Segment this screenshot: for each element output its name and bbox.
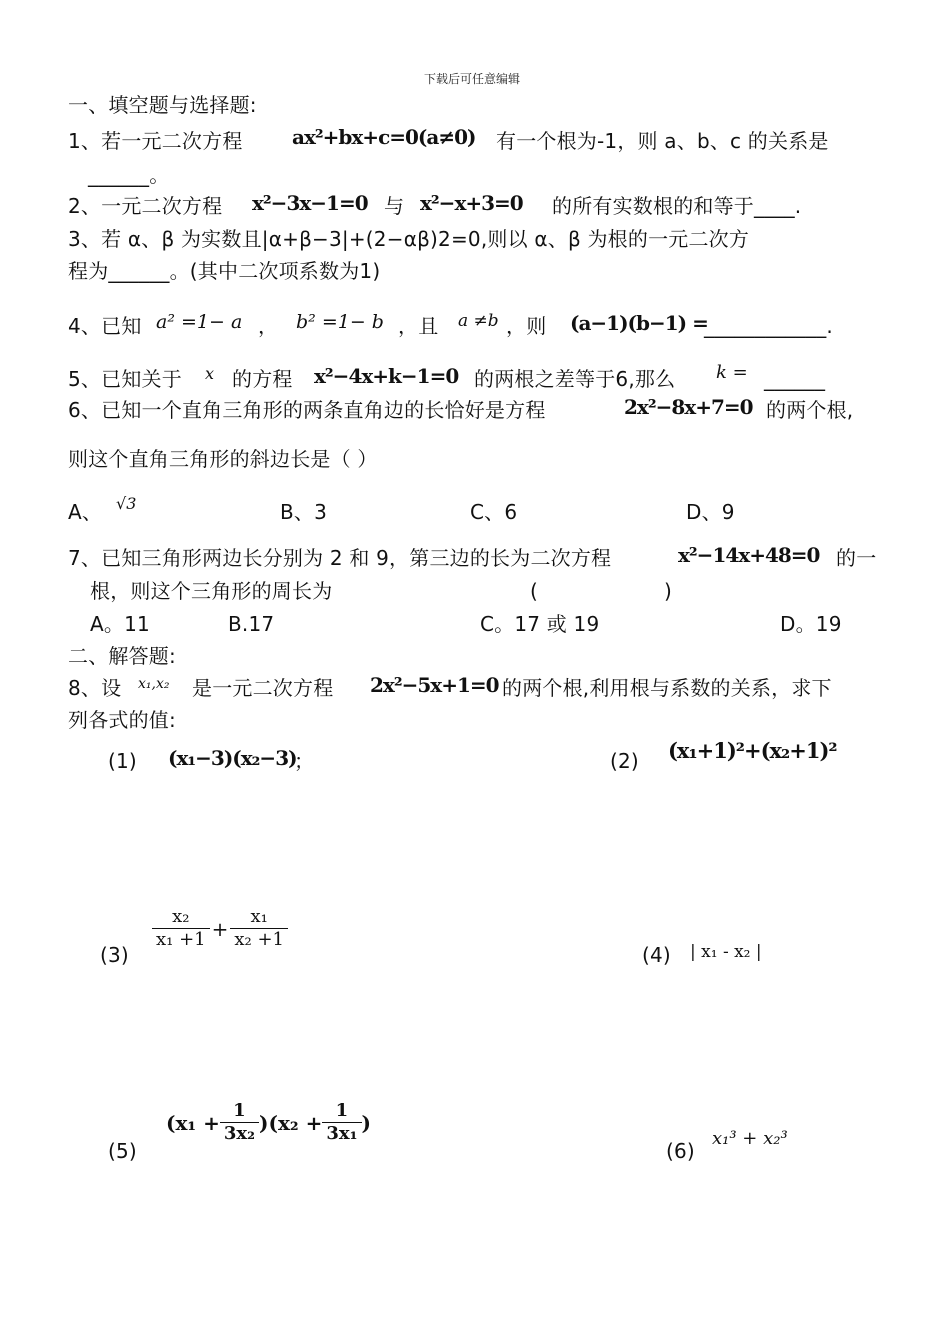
q7-option-b: B.17 — [228, 612, 275, 636]
q8-part-5-part-b: )(x₂ + — [259, 1110, 323, 1135]
q8-part-5-expression — [166, 1100, 371, 1145]
page-header-note: 下载后可任意编辑 — [424, 72, 521, 86]
q4-expression: (a−1)(b−1) = — [570, 311, 708, 335]
q8-part-3-fraction-1 — [152, 906, 210, 951]
q8-line-2: 列各式的值: — [68, 708, 176, 732]
q6-option-c: C、6 — [470, 500, 518, 524]
q2-mid: 与 — [384, 194, 405, 218]
q5-k-label: k = — [716, 362, 748, 383]
q8-part-4-label: (4) — [642, 943, 671, 967]
q8-part-6-expression: x₁³ + x₂³ — [712, 1128, 788, 1149]
q8-part-5-part-a: (x₁ + — [166, 1110, 220, 1135]
q1-equation: ax²+bx+c=0(a≠0) — [292, 125, 476, 149]
q6-prefix: 6、已知一个直角三角形的两条直角边的长恰好是方程 — [68, 398, 546, 422]
q8-part-5-denominator-1: 3x₂ — [223, 1123, 256, 1144]
q8-part-1-end: ； — [294, 749, 315, 773]
q8-mid: 是一元二次方程 — [192, 676, 334, 700]
q7-option-d: D。19 — [780, 612, 842, 636]
q8-part-3-fraction-2 — [230, 906, 288, 951]
q5-prefix: 5、已知关于 — [68, 367, 182, 391]
q8-prefix: 8、设 — [68, 676, 122, 700]
q5-answer-blank: ______ — [764, 367, 826, 391]
q4-equation-1: a² =1− a — [156, 311, 243, 333]
q8-part-3-expression — [152, 906, 288, 951]
q7-equation: x²−14x+48=0 — [678, 543, 820, 567]
q8-part-3-denominator-2: x₂ +1 — [234, 929, 285, 950]
q8-part-3-plus: + — [211, 916, 229, 941]
q8-part-2-expression: (x₁+1)²+(x₂+1)² — [668, 738, 837, 763]
q8-part-5-denominator-2: 3x₁ — [326, 1123, 358, 1144]
q4-condition: a ≠b — [458, 311, 499, 331]
q5-equation: x²−4x+k−1=0 — [314, 364, 459, 388]
q8-part-3-label: (3) — [100, 943, 129, 967]
q8-part-3-denominator-1: x₁ +1 — [156, 929, 206, 950]
q2-prefix: 2、一元二次方程 — [68, 194, 223, 218]
q7-option-a: A。11 — [90, 612, 150, 636]
q8-part-4-expression: | x₁ - x₂ | — [690, 942, 762, 962]
q8-part-3-numerator-1: x₂ — [172, 906, 190, 927]
q8-part-5-fraction-2 — [322, 1100, 361, 1145]
q8-part-5-label: (5) — [108, 1139, 137, 1163]
q3-line-2: 程为______。(其中二次项系数为1) — [68, 259, 381, 283]
q5-variable: x — [205, 364, 215, 383]
q6-equation: 2x²−8x+7=0 — [624, 395, 753, 419]
q6-option-a: A、 — [68, 500, 103, 524]
q4-comma-1: ， — [258, 314, 279, 338]
q7-paren-right: ) — [664, 579, 673, 603]
q1-suffix: 有一个根为-1，则 a、b、c 的关系是 — [496, 129, 829, 153]
q8-part-1-label: (1) — [108, 749, 137, 773]
q2-equation-2: x²−x+3=0 — [420, 191, 523, 215]
q4-mid: ，且 — [398, 314, 439, 338]
q4-comma-2: ，则 — [506, 314, 547, 338]
q4-prefix: 4、已知 — [68, 314, 142, 338]
q8-part-3-numerator-2: x₁ — [250, 906, 268, 927]
q8-part-5-fraction-1 — [220, 1100, 259, 1145]
section-title-2: 二、解答题: — [68, 644, 176, 668]
q8-part-2-label: (2) — [610, 749, 639, 773]
q7-line-2: 根，则这个三角形的周长为 — [90, 579, 333, 603]
q6-suffix: 的两个根, — [766, 398, 854, 422]
q5-mid: 的方程 — [232, 367, 293, 391]
q1-answer-blank: ______。 — [88, 163, 170, 187]
q7-prefix: 7、已知三角形两边长分别为 2 和 9，第三边的长为二次方程 — [68, 546, 612, 570]
q6-option-a-math: √3 — [116, 494, 137, 513]
q8-part-5-numerator-2: 1 — [335, 1100, 349, 1121]
q8-equation: 2x²−5x+1=0 — [370, 673, 499, 697]
q8-part-5-numerator-1: 1 — [233, 1100, 246, 1121]
q4-answer-blank: ____________. — [704, 314, 833, 338]
q7-paren-left: ( — [530, 579, 539, 603]
q6-option-b: B、3 — [280, 500, 328, 524]
q8-part-1-expression: (x₁−3)(x₂−3) — [168, 746, 297, 770]
q4-equation-2: b² =1− b — [296, 311, 384, 333]
q2-suffix: 的所有实数根的和等于____. — [552, 194, 802, 218]
q1-prefix: 1、若一元二次方程 — [68, 129, 243, 153]
q8-part-6-label: (6) — [666, 1139, 695, 1163]
q3-line-1: 3、若 α、β 为实数且|α+β−3|+(2−αβ)2=0,则以 α、β 为根的一元二次方 — [68, 227, 750, 251]
q7-option-c: C。17 或 19 — [480, 612, 600, 636]
q6-line-2: 则这个直角三角形的斜边长是（ ） — [68, 447, 378, 471]
q7-suffix: 的一 — [836, 546, 877, 570]
q8-part-5-part-c: ) — [361, 1110, 371, 1135]
section-title-1: 一、填空题与选择题: — [68, 93, 257, 117]
q8-variables: x₁,x₂ — [138, 676, 170, 692]
q8-suffix: 的两个根,利用根与系数的关系，求下 — [502, 676, 832, 700]
q6-option-d: D、9 — [686, 500, 735, 524]
q2-equation-1: x²−3x−1=0 — [252, 191, 368, 215]
q5-suffix: 的两根之差等于6,那么 — [474, 367, 676, 391]
